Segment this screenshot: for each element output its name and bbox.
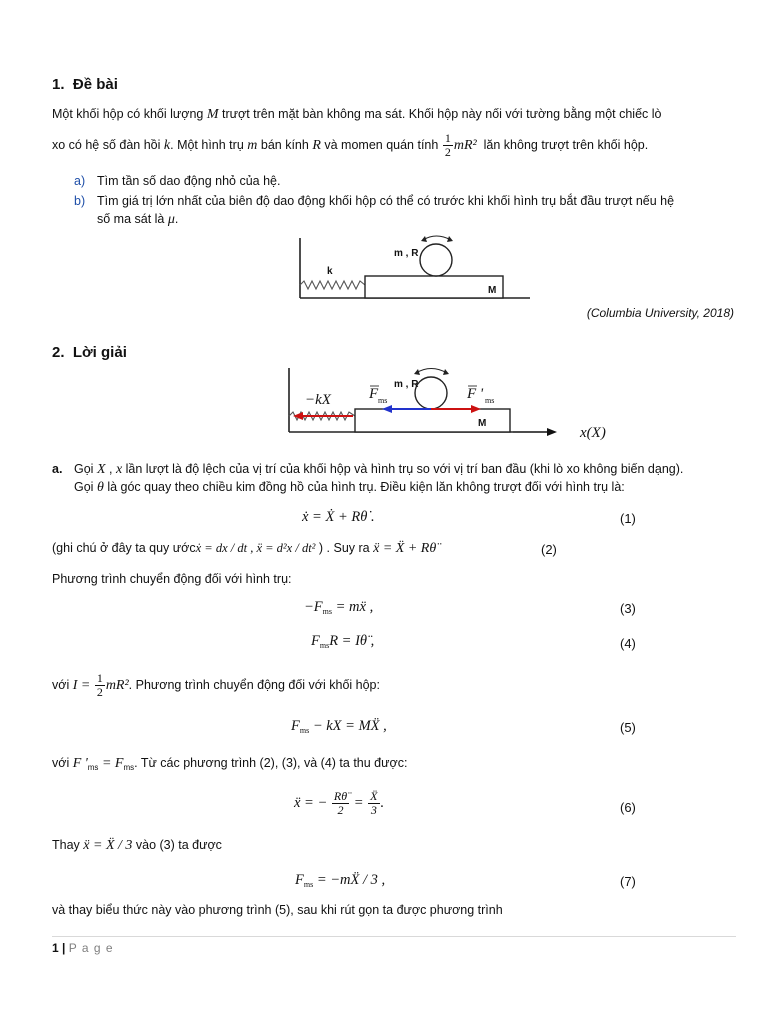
eq-part: = mẍ ,: [332, 599, 374, 615]
fraction-half: [443, 132, 453, 159]
subscript: ms: [87, 763, 99, 772]
frac-bottom: 2: [96, 685, 103, 699]
section1-heading: [52, 76, 118, 93]
text: xo có hệ số đàn hồi: [52, 137, 161, 152]
text: vào (3) ta được: [135, 838, 222, 852]
citation: [587, 306, 734, 320]
math-X: X: [96, 462, 106, 477]
note-line: [52, 541, 436, 557]
frac-top: Ẍ: [370, 789, 378, 803]
math-F-prime: F ': [72, 756, 88, 771]
math-m: m: [247, 137, 258, 153]
equation-7: [295, 872, 385, 889]
item-b-line2: [97, 212, 178, 228]
section2-heading: [52, 344, 127, 361]
item-b-text: Tìm giá trị lớn nhất của biên độ dao động khối hộp có thể có trước khi khối hình trụ bắt đầu trượt nếu hệ: [97, 194, 675, 208]
item-b: [74, 194, 675, 208]
equation-5: [291, 718, 387, 735]
math-mu: μ: [167, 212, 175, 227]
equation-6-number: (6): [620, 800, 636, 815]
text: Một khối hộp có khối lượng: [52, 107, 204, 121]
text: .: [174, 212, 179, 226]
cylinder: [415, 377, 447, 409]
text: ) . Suy ra: [318, 541, 370, 555]
frac-bottom: 3: [370, 803, 377, 817]
math-mR2: mR²: [453, 137, 477, 153]
footer-separator: |: [58, 941, 69, 955]
figure-1-diagram: [290, 230, 540, 306]
text: ,: [108, 462, 113, 476]
rotation-arrow-icon: [416, 369, 447, 374]
item-a: [74, 174, 281, 188]
page-word: P a g e: [68, 941, 114, 955]
frac-bottom: 2: [337, 803, 344, 817]
figure-2-diagram: [285, 364, 625, 444]
rotation-arrow-icon: [423, 236, 451, 240]
text: lần lượt là độ lệch của vị trí của khối hộp và hình trụ so với vị trí ban đầu (khi lò xo không biến dạng).: [125, 462, 684, 476]
problem-line-1: [52, 107, 662, 123]
subscript: ms: [303, 880, 314, 889]
math-convention: ẋ = dx / dt , ẍ = d²x / dt²: [195, 541, 316, 555]
math-eq2: ẍ = Ẍ + Rθ̈: [373, 541, 437, 556]
text: Gọi: [74, 480, 94, 494]
label-Fms: F: [369, 386, 379, 402]
math-I: I =: [72, 677, 91, 693]
math-mR2: mR²: [105, 677, 129, 693]
subscript: ms: [299, 726, 310, 735]
section2-title: Lời giải: [72, 344, 127, 361]
footer-divider: [52, 936, 736, 937]
part-a-line-1: [52, 462, 684, 477]
label-F-prime-ms-sub: ms: [485, 396, 495, 405]
text: với: [52, 677, 70, 692]
text: số ma sát là: [97, 212, 165, 226]
fraction: [332, 790, 349, 817]
item-b-label: b): [74, 194, 86, 208]
frac-top: 1: [444, 131, 451, 145]
fraction: [368, 790, 379, 817]
cylinder: [420, 244, 452, 276]
subscript: ms: [322, 607, 332, 616]
box: [365, 276, 503, 298]
eq-part: R = Iθ̈ ,: [329, 633, 375, 649]
eq-part: ẍ = −: [294, 794, 328, 811]
math-R: R: [312, 137, 321, 153]
eq-part: = −mẌ / 3 ,: [313, 872, 386, 888]
final-sentence: và thay biểu thức này vào phương trình (5), sau khi rút gọn ta được phương trình: [52, 903, 503, 917]
text: lăn không trượt trên khối hộp.: [483, 137, 649, 152]
label-mR: m , R: [394, 379, 419, 390]
equation-3: [304, 599, 373, 616]
text: (ghi chú ở đây ta quy ước: [52, 541, 196, 555]
problem-line-2: [52, 132, 648, 159]
math-eq: = F: [98, 756, 124, 771]
eq-part: =: [353, 794, 364, 811]
text: . Từ các phương trình (2), (3), và (4) ta thu được:: [134, 756, 408, 770]
text: là góc quay theo chiều kim đồng hồ của hình trụ. Điều kiện lăn không trượt đối với hình trụ là:: [107, 480, 625, 494]
label-k: k: [327, 266, 333, 277]
item-a-label: a): [74, 174, 86, 188]
citation-text: (Columbia University, 2018): [586, 306, 734, 320]
part-a-line-1-text: [74, 462, 683, 478]
text: . Một hình trụ: [170, 137, 244, 152]
section2-number: 2.: [52, 344, 65, 361]
equation-5-number: (5): [620, 720, 636, 735]
text: Thay: [52, 838, 80, 852]
text: Gọi: [74, 462, 94, 476]
math-theta: θ: [96, 480, 104, 495]
eq-part: F: [295, 872, 304, 888]
equation-3-number: (3): [620, 601, 636, 616]
equation-6: [294, 790, 384, 817]
equation-1-number: (1): [620, 511, 636, 526]
arrowhead-icon: [421, 236, 427, 242]
text: . Phương trình chuyển động đối với khối hộp:: [128, 677, 380, 692]
with-inertia-line: [52, 672, 380, 699]
substitution-line: [52, 838, 222, 854]
label-Fms-sub: ms: [378, 396, 388, 405]
motion-cylinder-text: Phương trình chuyển động đối với hình trụ:: [52, 572, 292, 586]
subscript: ms: [319, 641, 330, 650]
item-a-text: Tìm tần số dao động nhỏ của hệ.: [97, 174, 281, 188]
eq-part: F: [311, 633, 320, 649]
eq-part: − kX = MẌ ,: [309, 718, 387, 734]
axis-label: x(X): [580, 425, 606, 441]
eq-part: −F: [304, 599, 323, 615]
axis-arrowhead-icon: [547, 428, 557, 436]
frac-bottom: 2: [444, 145, 451, 159]
equation-1: ẋ = Ẋ + Rθ̇ .: [302, 509, 375, 525]
section1-number: 1.: [52, 76, 65, 93]
with-friction-line: [52, 756, 407, 772]
equation-4-number: (4): [620, 636, 636, 651]
section1-title: Đề bài: [72, 76, 118, 93]
frac-top: Rθ̈: [333, 789, 348, 803]
spring: [300, 281, 365, 289]
math-subst: ẍ = Ẍ / 3: [83, 838, 133, 853]
label-M: M: [478, 418, 487, 429]
label-F-prime-ms: F ': [467, 386, 484, 402]
eq-part: .: [380, 794, 385, 811]
math-M: M: [206, 107, 219, 122]
fraction-half: [95, 672, 105, 699]
text: với: [52, 756, 70, 770]
text: trượt trên mặt bàn không ma sát. Khối hộp này nối với tường bằng một chiếc lò: [222, 107, 662, 121]
label-mR: m , R: [394, 248, 419, 259]
label-M: M: [488, 285, 497, 296]
math-k: k: [163, 137, 171, 153]
equation-4: [311, 633, 374, 650]
box: [355, 409, 510, 432]
part-a-label: a.: [52, 462, 63, 476]
equation-2-number: (2): [541, 542, 557, 557]
frac-top: 1: [96, 671, 103, 685]
page-number: 1: [52, 941, 59, 955]
part-a-line-2: [74, 480, 625, 496]
label-minus-kX: −kX: [305, 392, 331, 408]
page-footer: [52, 941, 114, 955]
math-x: x: [115, 462, 123, 477]
eq-part: F: [291, 718, 300, 734]
text: và momen quán tính: [324, 137, 439, 152]
equation-7-number: (7): [620, 874, 636, 889]
subscript: ms: [123, 763, 135, 772]
text: bán kính: [260, 137, 309, 152]
arrowhead-icon: [414, 369, 420, 375]
